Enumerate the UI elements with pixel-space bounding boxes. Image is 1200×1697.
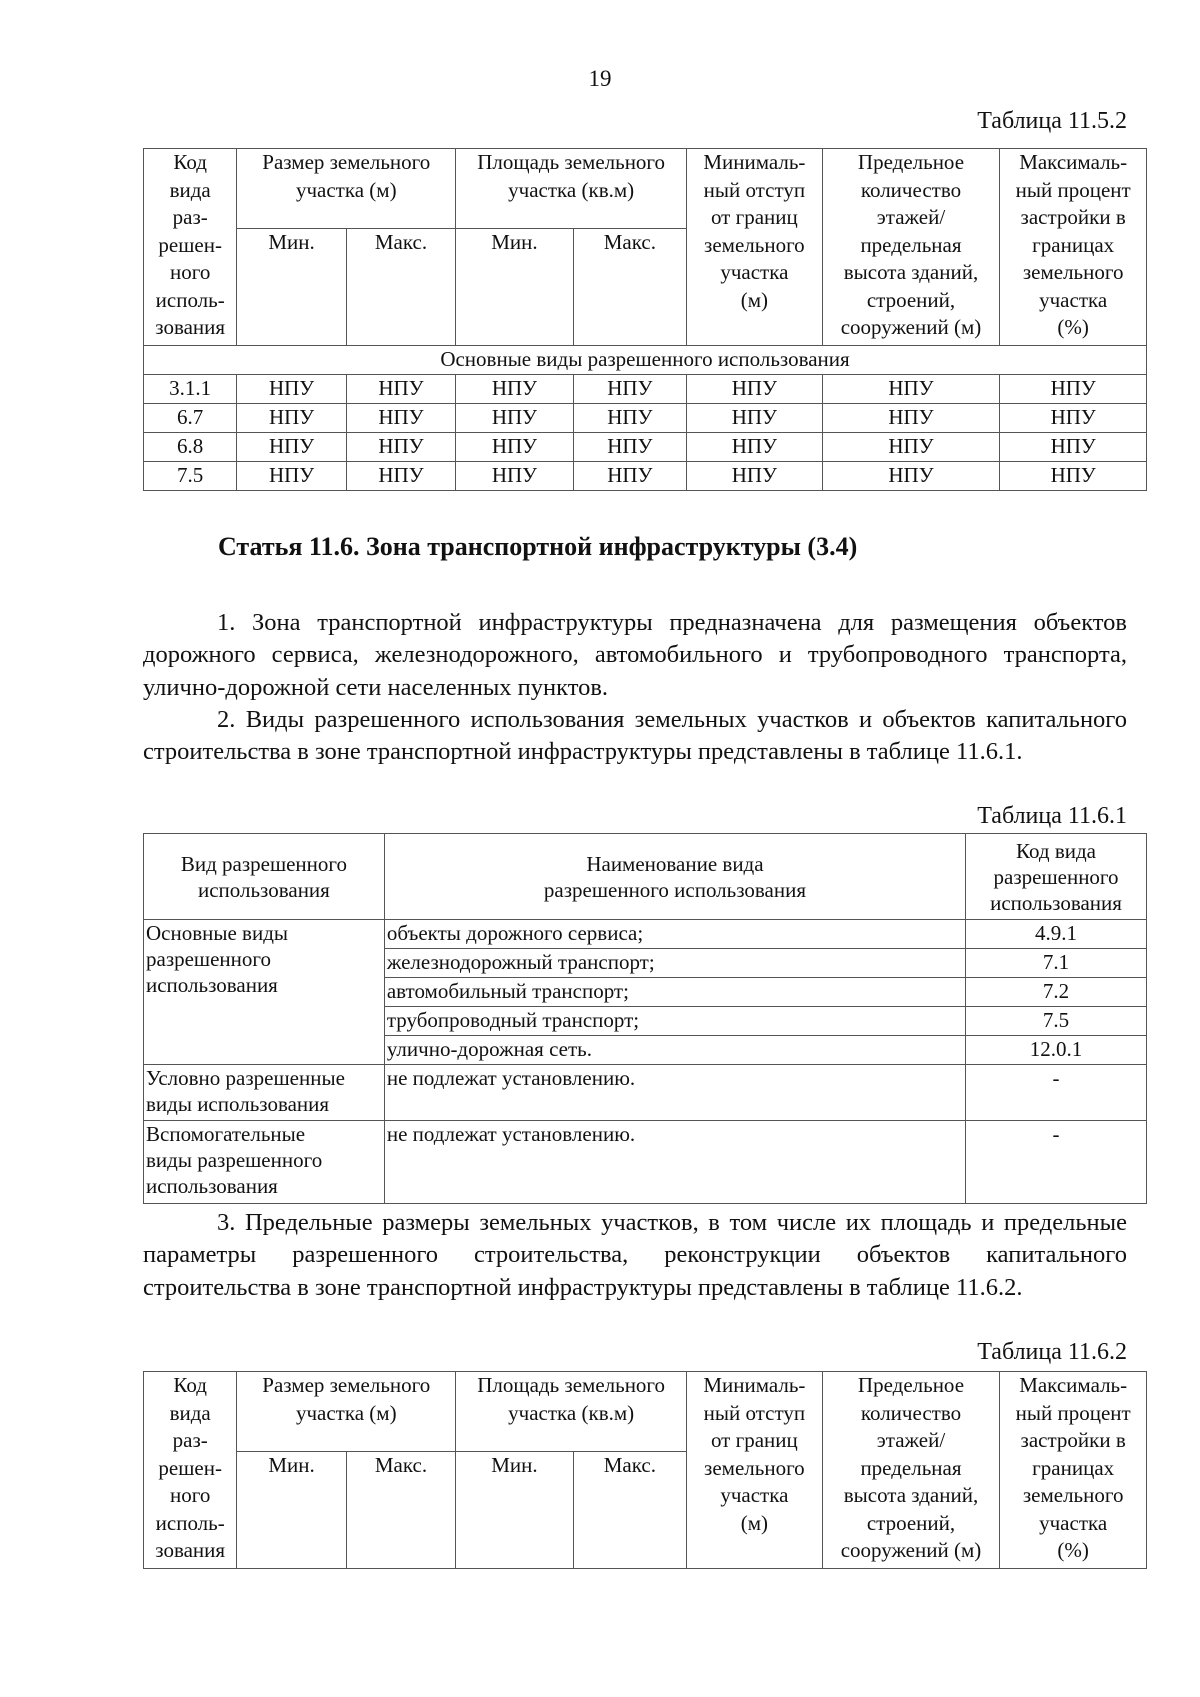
header-floors: Предельное количество этажей/ предельная высота зданий, строений, сооружений (м) [822,1372,1000,1569]
paragraph-3: 3. Предельные размеры земельных участков, в том числе их площадь и предельные параметры разрешенного строительства, реконструкции объектов капитального строительства в зоне транспортной инфраструктуры представлены в таблице 11.6.2. [143,1209,1127,1301]
header-max: Макс. [573,1452,686,1569]
table-row: улично-дорожная сеть. 12.0.1 [144,1036,1147,1065]
header-min: Мин. [456,1452,573,1569]
paragraph-2: 2. Виды разрешенного использования земельных участков и объектов капитального строительства в зоне транспортной инфраструктуры представлены в таблице 11.6.1. [143,706,1127,766]
table-caption: Таблица 11.6.1 [977,803,1127,829]
header-coverage: Максималь- ный процент застройки в границах земельного участка (%) [1000,149,1147,346]
table-row: автомобильный транспорт; 7.2 [144,978,1147,1007]
table-row: Условно разрешенные виды использования не подлежат установлению. - [144,1065,1147,1121]
header-min: Мин. [237,1452,346,1569]
header-plot-area: Площадь земельного участка (кв.м) [456,149,687,229]
header-max: Макс. [346,229,455,346]
table-row: 6.7 НПУ НПУ НПУ НПУ НПУ НПУ НПУ [144,404,1147,433]
table-caption: Таблица 11.5.2 [977,108,1127,134]
header-plot-size: Размер земельного участка (м) [237,1372,456,1452]
paragraph-1: 1. Зона транспортной инфраструктуры предназначена для размещения объектов дорожного сервиса, железнодорожного, автомобильного и трубопроводного транспорта, улично-дорожной сети населенных пунктов. [143,609,1127,701]
header-coverage: Максималь- ный процент застройки в границах земельного участка (%) [1000,1372,1147,1569]
header-min: Мин. [456,229,573,346]
table-row: 7.5 НПУ НПУ НПУ НПУ НПУ НПУ НПУ [144,462,1147,491]
header-name: Наименование вида разрешенного использования [384,834,965,920]
section-row: Основные виды разрешенного использования [144,346,1147,375]
table-11-5-2 [143,148,1147,491]
page-number: 19 [588,66,612,91]
table-row: Вспомогательные виды разрешенного использования не подлежат установлению. - [144,1121,1147,1204]
table-row: трубопроводный транспорт; 7.5 [144,1007,1147,1036]
header-max: Макс. [573,229,686,346]
table-row: железнодорожный транспорт; 7.1 [144,949,1147,978]
header-max: Макс. [346,1452,455,1569]
article-title: Статья 11.6. Зона транспортной инфраструктуры (3.4) [218,532,858,561]
header-setback: Минималь- ный отступ от границ земельного участка (м) [687,1372,823,1569]
header-plot-size: Размер земельного участка (м) [237,149,456,229]
table-11-6-2 [143,1371,1147,1569]
table-row: 3.1.1 НПУ НПУ НПУ НПУ НПУ НПУ НПУ [144,375,1147,404]
header-floors: Предельное количество этажей/ предельная высота зданий, строений, сооружений (м) [822,149,1000,346]
header-code: Код вида разрешенного использования [966,834,1147,920]
header-kind: Вид разрешенного использования [144,834,385,920]
header-code: Код вида раз- решен- ного исполь- зования [144,1372,237,1569]
header-setback: Минималь- ный отступ от границ земельного участка (м) [687,149,823,346]
table-row: Основные виды разрешенного использования объекты дорожного сервиса; 4.9.1 [144,920,1147,949]
header-min: Мин. [237,229,346,346]
main-kinds-label: Основные виды разрешенного использования [144,920,385,1065]
header-code: Код вида раз- решен- ного исполь- зования [144,149,237,346]
auxiliary-kinds-label: Вспомогательные виды разрешенного использования [144,1121,385,1204]
table-row: 6.8 НПУ НПУ НПУ НПУ НПУ НПУ НПУ [144,433,1147,462]
table-11-6-1 [143,833,1147,1204]
conditional-kinds-label: Условно разрешенные виды использования [144,1065,385,1121]
header-plot-area: Площадь земельного участка (кв.м) [456,1372,687,1452]
table-caption: Таблица 11.6.2 [977,1339,1127,1365]
